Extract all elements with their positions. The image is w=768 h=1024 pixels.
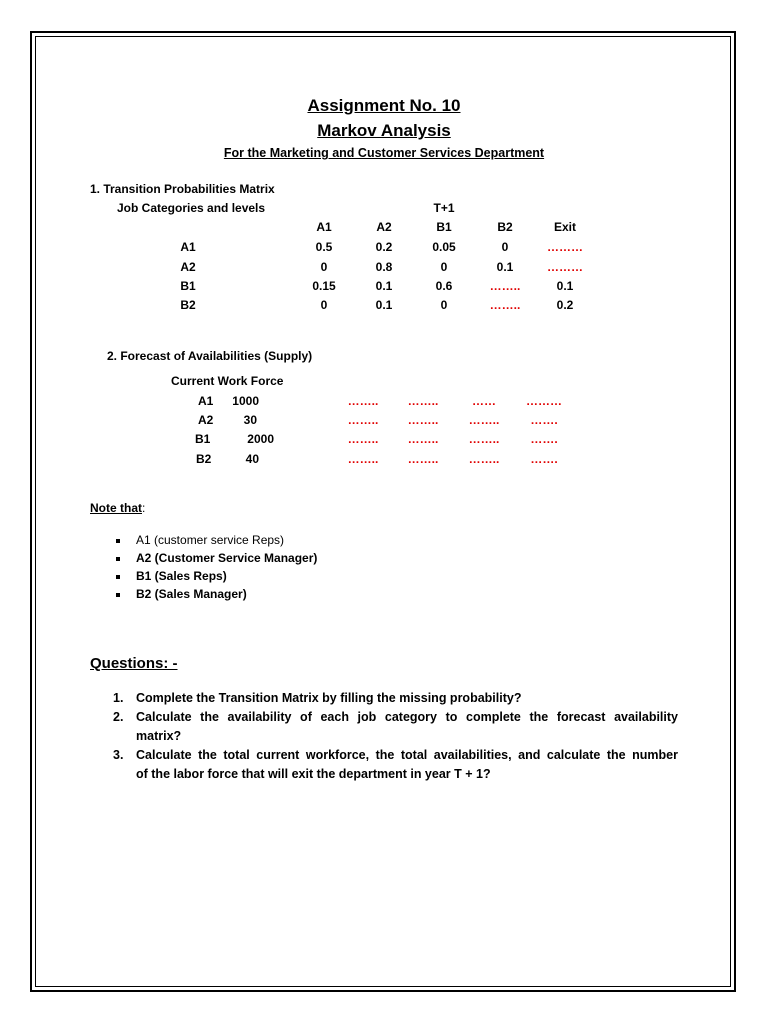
missing-cell: ………: [547, 240, 583, 254]
col-header: B1: [436, 220, 452, 234]
matrix-cell: 0.6: [435, 279, 453, 293]
notes-heading: Note that: [90, 501, 142, 515]
question-text: Calculate the availability of each job category to complete the forecast availability: [136, 710, 678, 724]
list-item: B2 (Sales Manager): [136, 587, 247, 601]
bullet-square-icon: [116, 539, 120, 543]
row-label: B1: [195, 432, 211, 446]
workforce-value: 1000: [232, 394, 259, 408]
section1-heading: 1. Transition Probabilities Matrix: [90, 182, 275, 196]
question-number: 1.: [113, 691, 124, 705]
list-item: A2 (Customer Service Manager): [136, 551, 318, 565]
title-assignment: Assignment No. 10: [307, 96, 461, 115]
notes-colon: :: [142, 501, 146, 515]
notes-heading-wrap: [90, 501, 145, 515]
matrix-cell: 0: [320, 298, 328, 312]
questions-heading: Questions: -: [90, 655, 178, 672]
col-header: A1: [316, 220, 332, 234]
row-label: B2: [196, 452, 212, 466]
col-header: B2: [497, 220, 513, 234]
matrix-cell: 0.1: [496, 260, 514, 274]
row-label: B1: [180, 279, 196, 293]
list-item: A1 (customer service Reps): [136, 533, 285, 547]
matrix-cell: 0.8: [375, 260, 393, 274]
matrix-cell: 0.2: [556, 298, 574, 312]
missing-cell: ……..: [468, 452, 500, 466]
workforce-label: Current Work Force: [171, 374, 284, 388]
row-label: A2: [198, 413, 214, 427]
period-label: T+1: [433, 201, 455, 215]
bullet-square-icon: [116, 593, 120, 597]
matrix-cell: 0.05: [432, 240, 456, 254]
row-label: A2: [180, 260, 196, 274]
missing-cell: ………: [526, 394, 562, 408]
matrix-cell: 0: [320, 260, 328, 274]
missing-cell: ……..: [347, 413, 379, 427]
question-number: 2.: [113, 710, 124, 724]
missing-cell: ……..: [468, 432, 500, 446]
matrix-cell: 0.2: [375, 240, 393, 254]
workforce-value: 30: [243, 413, 257, 427]
missing-cell: ……..: [407, 432, 439, 446]
missing-cell: ……..: [468, 413, 500, 427]
section2-heading: 2. Forecast of Availabilities (Supply): [107, 349, 313, 363]
row-label: A1: [180, 240, 196, 254]
missing-cell: ……..: [489, 279, 521, 293]
col-header: Exit: [553, 220, 576, 234]
missing-cell: ……..: [407, 452, 439, 466]
missing-cell: ……: [472, 394, 496, 408]
matrix-cell: 0: [501, 240, 509, 254]
matrix-cell: 0.1: [375, 279, 393, 293]
missing-cell: ……..: [347, 452, 379, 466]
missing-cell: ……..: [347, 432, 379, 446]
subtitle-department: For the Marketing and Customer Services Department: [223, 146, 545, 160]
matrix-cell: 0: [440, 260, 448, 274]
missing-cell: ……..: [407, 394, 439, 408]
matrix-cell: 0.1: [556, 279, 574, 293]
matrix-cell: 0: [440, 298, 448, 312]
col-header: A2: [376, 220, 392, 234]
missing-cell: …….: [530, 413, 558, 427]
missing-cell: ……..: [489, 298, 521, 312]
row-label: A1: [198, 394, 214, 408]
bullet-square-icon: [116, 557, 120, 561]
list-item: B1 (Sales Reps): [136, 569, 227, 583]
bullet-square-icon: [116, 575, 120, 579]
matrix-cell: 0.1: [375, 298, 393, 312]
row-label: B2: [180, 298, 196, 312]
question-text: Complete the Transition Matrix by filling the missing probability?: [136, 691, 522, 705]
question-text-continued: matrix?: [136, 729, 182, 743]
missing-cell: ……..: [407, 413, 439, 427]
row-header-label: Job Categories and levels: [117, 201, 266, 215]
missing-cell: …….: [530, 432, 558, 446]
matrix-cell: 0.5: [315, 240, 333, 254]
matrix-cell: 0.15: [312, 279, 336, 293]
title-markov: Markov Analysis: [317, 121, 451, 140]
missing-cell: ……..: [347, 394, 379, 408]
workforce-value: 40: [245, 452, 259, 466]
missing-cell: …….: [530, 452, 558, 466]
workforce-value: 2000: [247, 432, 274, 446]
question-text-continued: of the labor force that will exit the department in year T + 1?: [136, 767, 491, 781]
question-text: Calculate the total current workforce, the total availabilities, and calculate the number: [136, 748, 678, 762]
question-number: 3.: [113, 748, 124, 762]
missing-cell: ………: [547, 260, 583, 274]
